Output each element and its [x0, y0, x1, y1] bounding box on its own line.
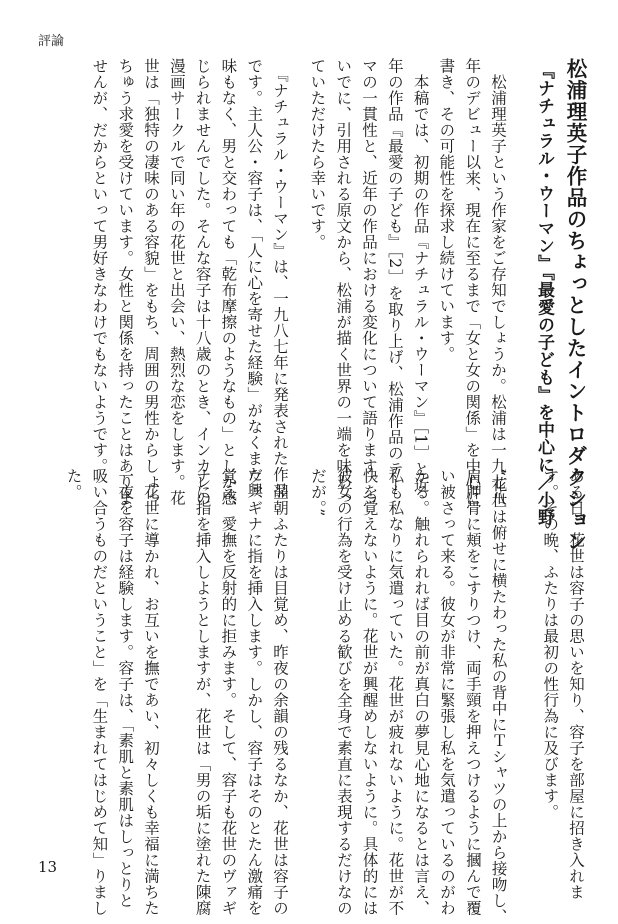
article-subtitle: 『ナチュラル・ウーマン』『最愛の子ども』を中心に／小野: [534, 62, 554, 526]
article-title: 松浦理英子作品のちょっとしたイントロダクション: [563, 58, 587, 553]
next-morning-paragraph: 翌朝ふたりは目覚め、昨夜の余韻の残るなか、花世は容子の ヴァギナに指を挿入します。しかし、容子はそのとたん激痛を 覚え、愛撫を反射的に拒みます。そして、容子も花世のヴァギ ナに指を挿入しようとしますが、花世は「男の垢に塗れた陳腐 花世に導かれ、お互いを撫であい、初々しくも幸福に満ちた 一夜を容子は経験します。容子は、「素肌と素肌はしっとりと 吸い合うものだということ」を「生まれてはじめて知」りまし た。: [64, 468, 289, 916]
running-head: 評論: [38, 34, 65, 49]
page-number: 13: [38, 858, 58, 876]
quoted-passage: ある日、花世は容子の思いを知り、容子を部屋に招き入れま す。その晩、ふたりは最初の性行為に及びます。 “花世は俯せに横たわった私の背中にＴシャツの上から接吻し、 肩胛骨に頬をこすりつけ、両手頸を押えつけるように摑んで覆 い被さって来る。彼女が非常に緊張し私を気遣っているのがわ かる。触れられれば目の前が真白の夢見心地になるとは言え、 私も私なりに気遣っていた。花世が疲れないように。花世が不 快を覚えないように。花世が興醒めしないように。具体的には 彼女の行為を受け止める歓びを全身で素直に表現するだけなの だが。”: [309, 468, 585, 924]
natural-woman-summary: 『ナチュラル・ウーマン』は、一九八七年に発表された作品 です。主人公・容子は、「人に心を寄せた経験」がなくまた興 味もなく、男と交わっても「乾布摩擦のようなもの」としか感 じられませんでした。そんな容子は十八歳のとき、インカレの 漫画サークルで同い年の花世と出会い、熱烈な恋をします。花 世は「独特の凄味のある容貌」をもち、周囲の男性からしょっ ちゅう求愛を受けています。女性と関係を持ったことはありま せんが、だからといって男好きなわけでもないようです。: [90, 58, 289, 506]
intro-paragraphs: 松浦理英子という作家をご存知でしょうか。松浦は一九七八 年のデビュー以来、現在に至るまで「女と女の関係」を中心に 書き、その可能性を探求し続けています。 本稿では、初期の作品『ナチュラル・ウーマン』［1］と近 年の作品『最愛の子ども』［2］を取り上げ、松浦作品のテー マの一貫性と、近年の作品における変化について語ります。つ いでに、引用される原文から、松浦が描く世界の一端を味わっ ていただけたら幸いです。: [308, 58, 507, 506]
